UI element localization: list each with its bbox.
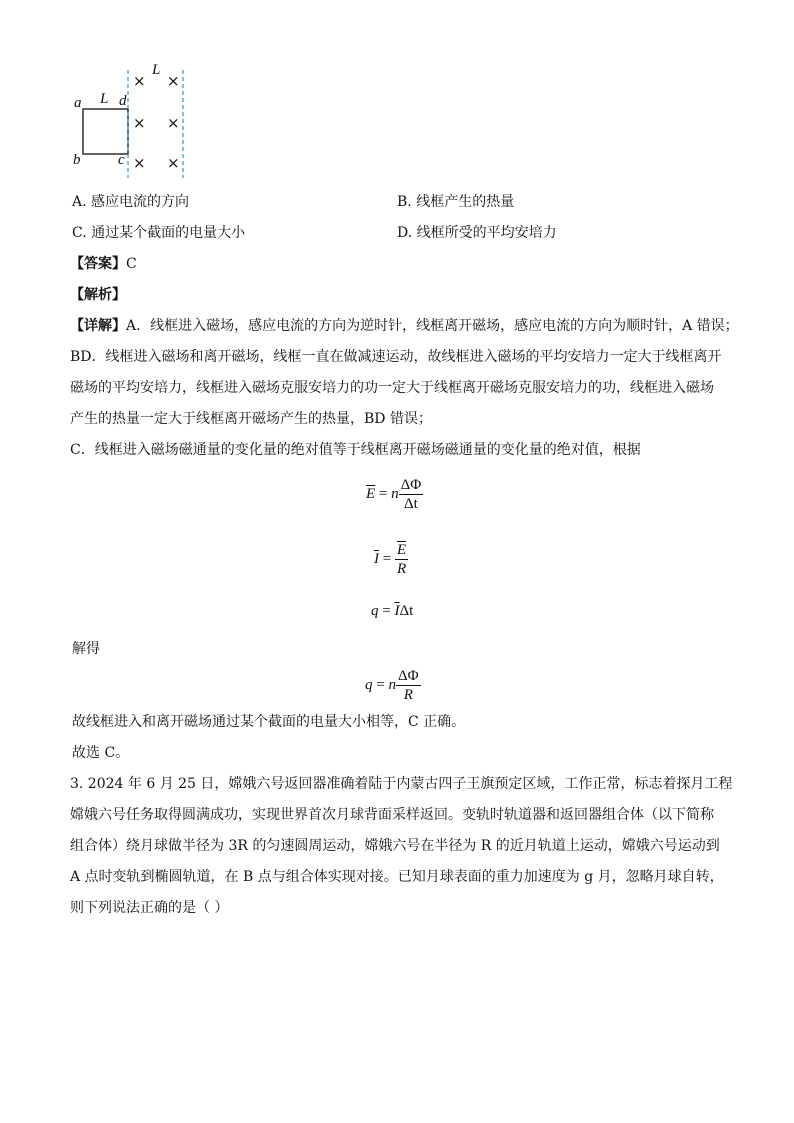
eq3-equals: = bbox=[378, 603, 395, 619]
eq2-num: $\overline{E}$ bbox=[396, 542, 407, 558]
field-cross: × bbox=[133, 72, 146, 90]
option-b: B. 线框产生的热量 bbox=[397, 194, 515, 210]
eq4-fraction bbox=[396, 667, 421, 704]
field-cross: × bbox=[133, 114, 146, 132]
field-cross: × bbox=[133, 154, 146, 172]
equation-charge-result bbox=[365, 667, 421, 704]
square-loop bbox=[83, 109, 128, 154]
q3-line-3: 组合体）绕月球做半径为 3R 的匀速圆周运动，嫦娥六号在半径为 R 的近月轨道上运动，嫦娥六号运动到 bbox=[70, 838, 720, 854]
eq3-q: q bbox=[371, 603, 379, 619]
label-L-field: L bbox=[152, 62, 161, 78]
detail-line-1 bbox=[70, 316, 739, 336]
eq4-num: ΔΦ bbox=[397, 668, 419, 684]
eq2-lhs: $\overline{I}$ bbox=[374, 550, 379, 567]
choose-line: 故选 C。 bbox=[72, 745, 130, 761]
conclusion-line: 故线框进入和离开磁场通过某个截面的电量大小相等，C 正确。 bbox=[72, 714, 466, 730]
eq1-fraction bbox=[399, 476, 424, 513]
label-c: c bbox=[118, 152, 125, 168]
label-d: d bbox=[119, 93, 127, 109]
equation-emf bbox=[366, 476, 423, 513]
eq4-q: q bbox=[365, 676, 373, 693]
eq4-equals: = bbox=[372, 676, 389, 693]
eq1-den: Δt bbox=[404, 496, 418, 512]
answer-tag: 【答案】 bbox=[70, 256, 126, 272]
eq2-den: R bbox=[396, 561, 407, 577]
eq2-equals: = bbox=[379, 550, 395, 567]
label-L-side: L bbox=[100, 91, 109, 107]
q3-line-2: 嫦娥六号任务取得圆满成功，实现世界首次月球背面采样返回。变轨时轨道器和返回器组合体（以下简称 bbox=[70, 807, 714, 823]
answer-line bbox=[70, 254, 137, 274]
option-d: D. 线框所受的平均安培力 bbox=[397, 225, 557, 241]
q3-line-1: 3. 2024 年 6 月 25 日，嫦娥六号返回器准确着陆于内蒙古四子王旗预定区域，工作正常，标志着探月工程 bbox=[70, 776, 733, 792]
detail-line-3: 磁场的平均安培力，线框进入磁场克服安培力的功一定大于线框离开磁场克服安培力的功，线框进入磁场 bbox=[70, 380, 714, 396]
detail-line-4: 产生的热量一定大于线框离开磁场产生的热量，BD 错误； bbox=[70, 411, 432, 427]
detail-line-5: C．线框进入磁场磁通量的变化量的绝对值等于线框离开磁场磁通量的变化量的绝对值，根据 bbox=[70, 442, 641, 458]
option-c: C. 通过某个截面的电量大小 bbox=[72, 225, 246, 241]
detail-line-2: BD．线框进入磁场和离开磁场，线框一直在做减速运动，故线框进入磁场的平均安培力一定大于线框离开 bbox=[70, 349, 722, 365]
eq1-num: ΔΦ bbox=[400, 477, 422, 493]
option-a: A. 感应电流的方向 bbox=[72, 194, 190, 210]
detail-tag: 【详解】 bbox=[70, 318, 126, 334]
label-a: a bbox=[74, 95, 82, 111]
analysis-tag: 【解析】 bbox=[70, 287, 126, 303]
eq1-n: n bbox=[391, 485, 399, 502]
eq1-equals: = bbox=[375, 485, 392, 502]
magnetic-field-figure bbox=[70, 62, 200, 180]
q3-line-4: A 点时变轨到椭圆轨道，在 B 点与组合体实现对接。已知月球表面的重力加速度为 g 月，忽略月球自转， bbox=[70, 869, 724, 885]
equation-current bbox=[374, 541, 408, 578]
equation-charge bbox=[371, 603, 413, 620]
field-cross: × bbox=[167, 72, 180, 90]
eq3-I: $\overline{I}$ bbox=[394, 603, 400, 619]
eq3-dt: Δt bbox=[399, 603, 414, 619]
answer-value: C bbox=[126, 256, 137, 272]
eq2-fraction bbox=[395, 541, 408, 578]
eq1-lhs: $\overline{E}$ bbox=[366, 485, 376, 502]
field-cross: × bbox=[167, 154, 180, 172]
jiede-label: 解得 bbox=[72, 641, 100, 657]
label-b: b bbox=[73, 152, 81, 168]
eq4-n: n bbox=[388, 676, 396, 693]
detail-text-1: A．线框进入磁场，感应电流的方向为逆时针，线框离开磁场，感应电流的方向为顺时针，A 错误； bbox=[126, 318, 739, 334]
q3-line-5: 则下列说法正确的是（ ） bbox=[70, 900, 229, 916]
eq4-den: R bbox=[403, 687, 413, 703]
field-cross: × bbox=[167, 114, 180, 132]
